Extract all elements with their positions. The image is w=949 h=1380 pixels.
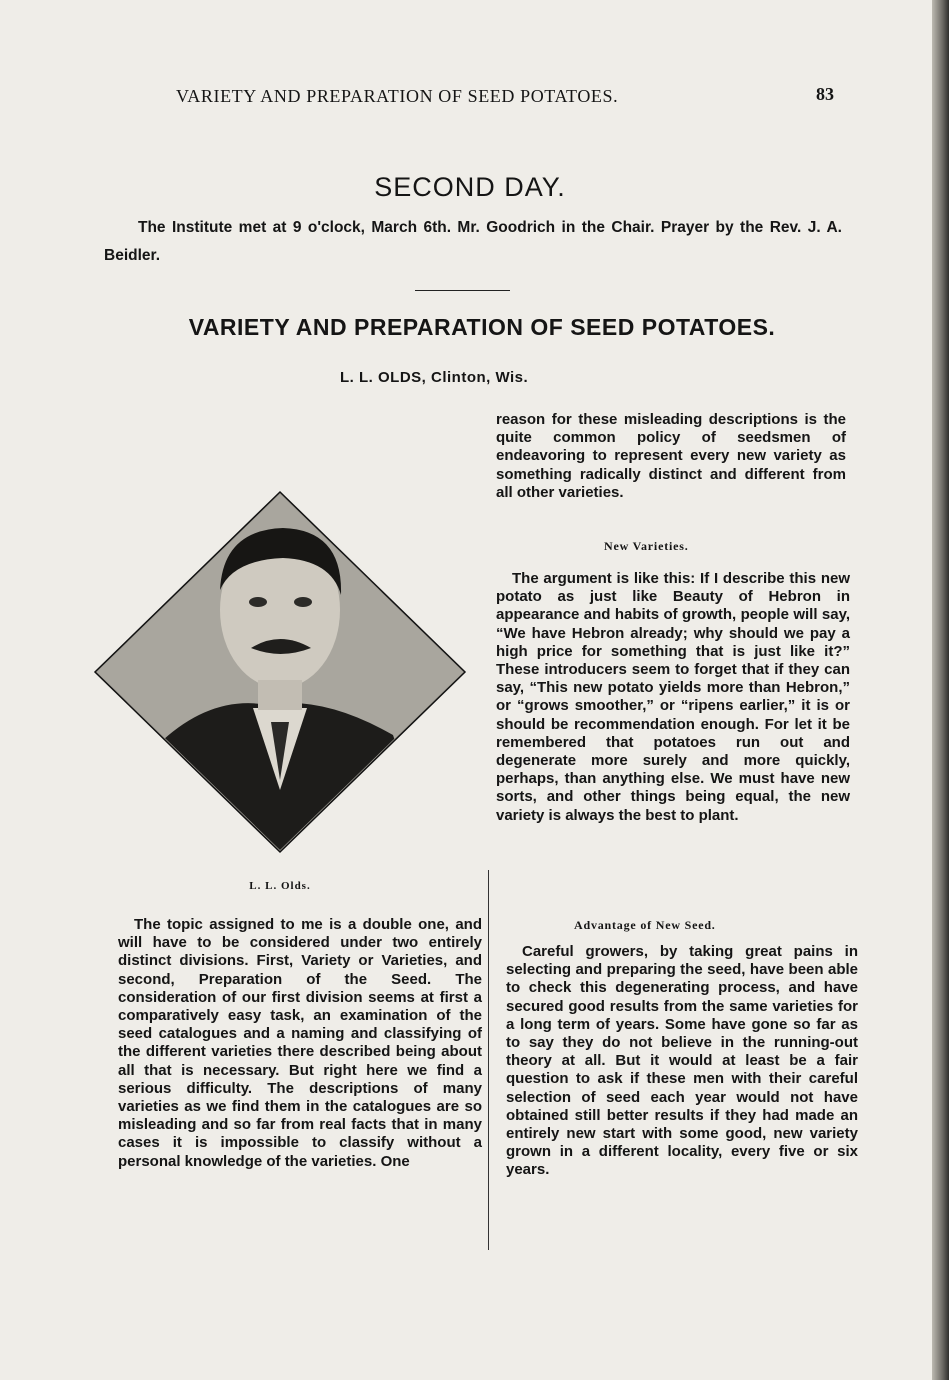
page-number: 83 [816,84,834,104]
subhead-advantage: Advantage of New Seed. [574,918,716,932]
article-title: VARIETY AND PREPARATION OF SEED POTATOES. [188,314,776,340]
page-edge [932,0,949,1380]
column-rule [488,870,489,1250]
article-byline: L. L. OLDS, Clinton, Wis. [340,369,529,386]
right-column-paragraph-2: Careful growers, by taking great pains in selecting and preparing the seed, have been able to check this degenerating process, and have secured good results from the same varieties for a long term of years. Some have gone so far as to say they do not believe in the running-out theory at all. But it would at least be a fair question to ask if these men with their careful selection of seed each year would not have obtained still better results if they had made an entirely new start with some good, new variety grown in a different locality, every five or six years. [506,943,858,1179]
running-head: VARIETY AND PREPARATION OF SEED POTATOES. [176,86,619,106]
right-column-paragraph: The argument is like this: If I describe this new potato as just like Beauty of Hebron in appearance and habits of growth, people will say, “We have Hebron already; why should we pay a high price for something that is just like it?” These introducers seem to forget that if they can say, “This new potato yields more than Hebron,” or “grows smoother,” or “ripens earlier,” it is or should be recommendation enough. For let it be remembered that potatoes run out and degenerate more surely and more quickly, perhaps, than anything else. We must have new sorts, and other things being equal, the new variety is always the best to plant. [496,570,850,824]
divider-rule [415,290,510,291]
portrait-caption: L. L. Olds. [249,880,311,892]
left-column-text: The topic assigned to me is a double one, and will have to be considered under two entirely distinct divisions. First, Variety or Varieties, and second, Preparation of the Seed. The consideration of our first division seems at first a comparatively easy task, an examination of the seed catalogues and a naming and classifying of the different varieties there described being about all that is necessary. But right here we find a serious difficulty. The descriptions of many varieties as we find them in the catalogues are so misleading and so far from real facts that in many cases it is impossible to classify without a personal knowledge of the varieties. One [118,916,482,1170]
right-column-continuation: reason for these misleading descriptions is the quite common policy of seedsmen of endeavoring to represent every new variety as something radically distinct and different from all other varieties. [496,411,846,501]
section-title: SECOND DAY. [374,172,566,202]
author-portrait [93,490,467,854]
meeting-intro: The Institute met at 9 o'clock, March 6th. Mr. Goodrich in the Chair. Prayer by the Rev. J. A. Beidler. [104,219,842,264]
subhead-new-varieties: New Varieties. [604,539,689,553]
